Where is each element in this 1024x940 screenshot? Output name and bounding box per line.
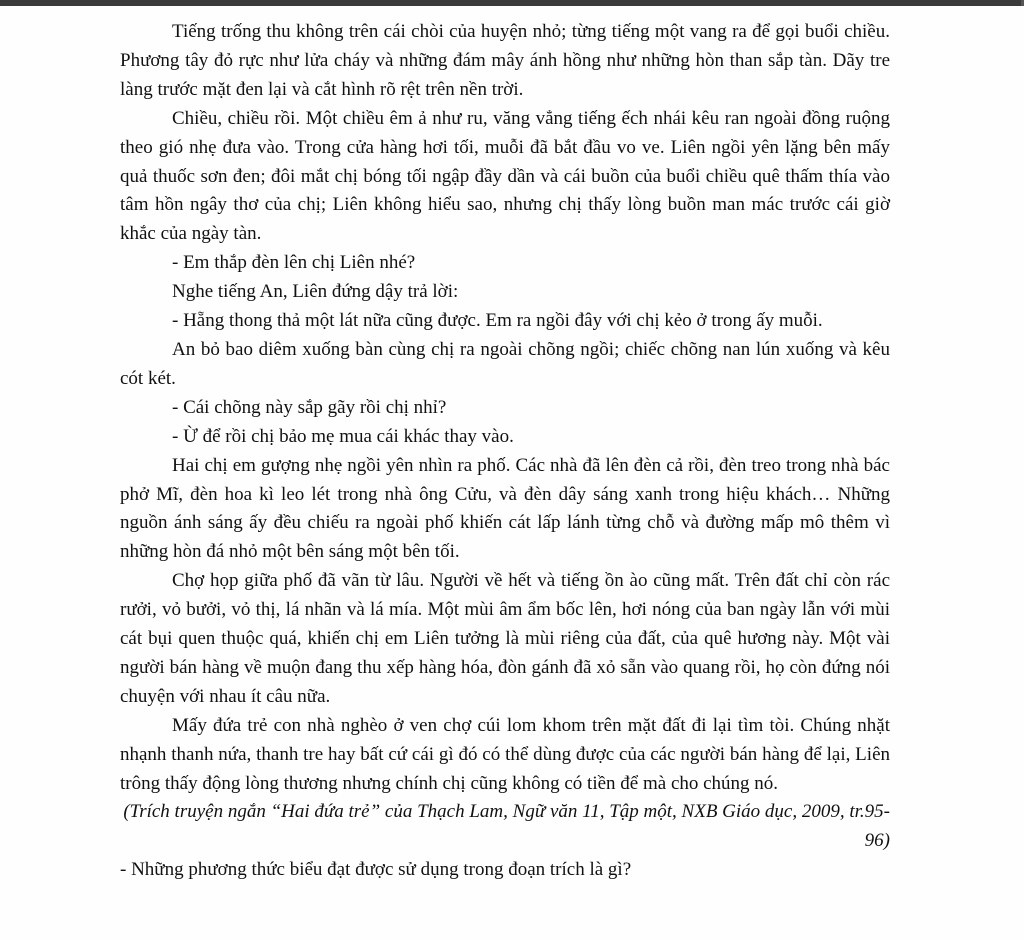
dialogue-line-1: - Em thắp đèn lên chị Liên nhé? <box>172 252 416 274</box>
paragraph-4: Hai chị em gượng nhẹ ngồi yên nhìn ra phố. Các nhà đã lên đèn cả rồi, đèn treo trong nhà bác phở Mĩ, đèn hoa kì leo lét trong nhà ông Cửu, và đèn dây sáng xanh trong hiệu khách… Những nguồn ánh sáng ấy đều chiếu ra ngoài phố khiến cát lấp lánh từng chỗ và đường mấp mô thêm vì những hòn đá nhỏ một bên sáng một bên tối. <box>120 454 890 563</box>
dialogue-line-2: - Hẵng thong thả một lát nữa cũng được. Em ra ngồi đây với chị kẻo ở trong ấy muỗi. <box>172 310 823 332</box>
paragraph-6: Mấy đứa trẻ con nhà nghèo ở ven chợ cúi lom khom trên mặt đất đi lại tìm tòi. Chúng nhặt nhạnh thanh nứa, thanh tre hay bất cứ cái gì đó có thể dùng được của các người bán hàng để lại, Liên trông thấy động lòng thương nhưng chính chị cũng không có tiền để mà cho chúng nó. <box>120 714 890 794</box>
passage-text <box>120 18 890 885</box>
dialogue-line-3: - Cái chõng này sắp gãy rồi chị nhỉ? <box>172 396 447 418</box>
document-page <box>0 6 1024 940</box>
dialogue-line-4: - Ừ để rồi chị bảo mẹ mua cái khác thay vào. <box>172 425 514 447</box>
paragraph-5: Chợ họp giữa phố đã vãn từ lâu. Người về hết và tiếng ồn ào cũng mất. Trên đất chỉ còn rác rưởi, vỏ bưởi, vỏ thị, lá nhãn và lá mía. Một mùi âm ẩm bốc lên, hơi nóng của ban ngày lẫn với mùi cát bụi quen thuộc quá, khiến chị em Liên tưởng là mùi riêng của đất, của quê hương này. Một vài người bán hàng về muộn đang thu xếp hàng hóa, đòn gánh đã xỏ sẵn vào quang rồi, họ còn đứng nói chuyện với nhau ít câu nữa. <box>120 570 890 707</box>
paragraph-2: Chiều, chiều rồi. Một chiều êm ả như ru, văng vẳng tiếng ếch nhái kêu ran ngoài đồng ruộng theo gió nhẹ đưa vào. Trong cửa hàng hơi tối, muỗi đã bắt đầu vo ve. Liên ngồi yên lặng bên mấy quả thuốc sơn đen; đôi mắt chị bóng tối ngập đầy dần và cái buồn của buổi chiều quê thấm thía vào tâm hồn ngây thơ của chị; Liên không hiểu sao, nhưng chị thấy lòng buồn man mác trước cái giờ khắc của ngày tàn. <box>120 107 890 245</box>
paragraph-3: An bỏ bao diêm xuống bàn cùng chị ra ngoài chõng ngồi; chiếc chõng nan lún xuống và kêu cót két. <box>120 338 890 389</box>
question-text: - Những phương thức biểu đạt được sử dụng trong đoạn trích là gì? <box>120 859 632 881</box>
source-citation: (Trích truyện ngắn “Hai đứa trẻ” của Thạch Lam, Ngữ văn 11, Tập một, NXB Giáo dục, 2009, tr.95-96) <box>123 801 890 852</box>
narration-line: Nghe tiếng An, Liên đứng dậy trả lời: <box>172 281 459 303</box>
paragraph-1: Tiếng trống thu không trên cái chòi của huyện nhỏ; từng tiếng một vang ra để gọi buổi chiều. Phương tây đỏ rực như lửa cháy và những đám mây ánh hồng như những hòn than sắp tàn. Dãy tre làng trước mặt đen lại và cắt hình rõ rệt trên nền trời. <box>120 21 890 100</box>
